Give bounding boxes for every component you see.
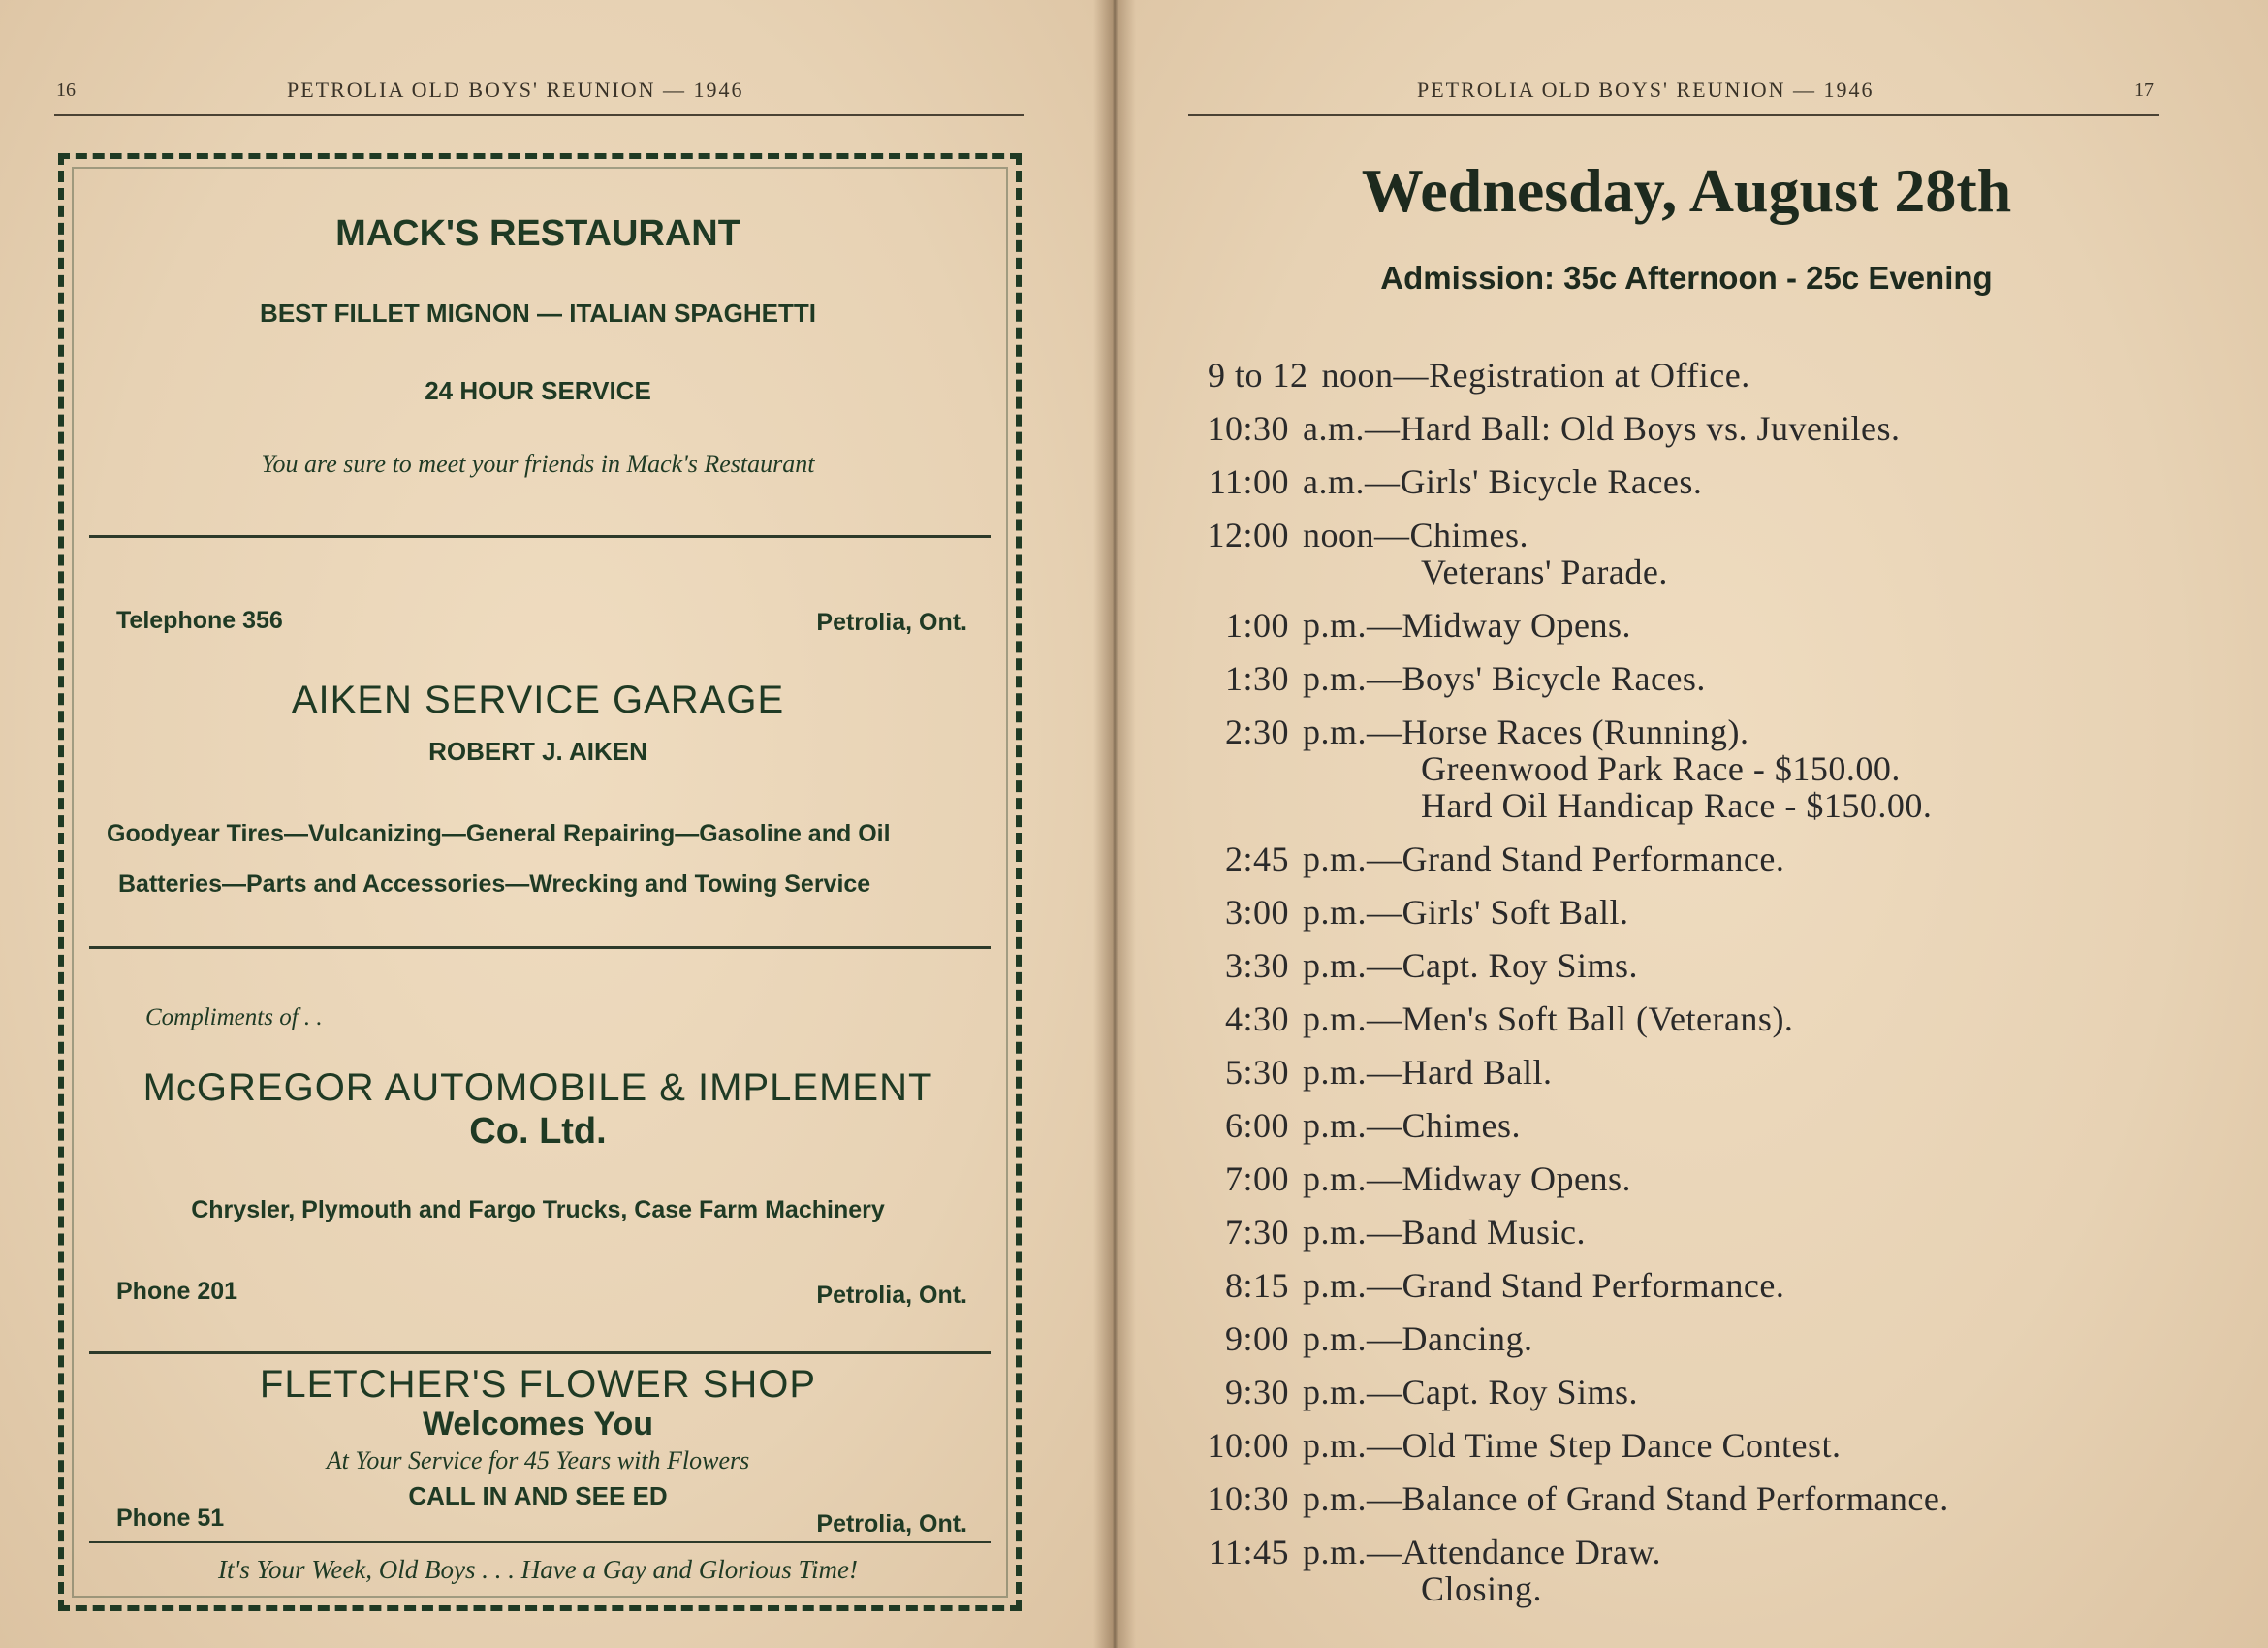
fletcher-welcome: Welcomes You <box>422 1406 654 1442</box>
schedule-day-title: Wednesday, August 28th <box>1361 156 2012 225</box>
schedule-event: Men's Soft Ball (Veterans). <box>1402 999 1794 1038</box>
schedule-dash: — <box>1374 516 1410 555</box>
schedule-period: p.m. <box>1303 1266 1368 1305</box>
schedule-entry <box>1190 355 1750 396</box>
macks-tagline: You are sure to meet your friends in Mack's Restaurant <box>261 450 815 478</box>
schedule-entry <box>1190 515 1528 555</box>
schedule-dash: — <box>1364 462 1401 501</box>
schedule-time: 10:00 <box>1207 1426 1289 1465</box>
schedule-dash: — <box>1367 1213 1402 1252</box>
mcgregor-location: Petrolia, Ont. <box>816 1282 967 1309</box>
mcgregor-compliments: Compliments of . . <box>145 1004 323 1030</box>
schedule-event: Capt. Roy Sims. <box>1402 946 1639 985</box>
schedule-event: Chimes. <box>1402 1106 1522 1145</box>
schedule-time: 8:15 <box>1224 1266 1289 1305</box>
left-page-number: 16 <box>56 79 76 101</box>
fletcher-location: Petrolia, Ont. <box>816 1510 967 1537</box>
macks-restaurant-name: MACK'S RESTAURANT <box>335 213 740 254</box>
schedule-period: p.m. <box>1303 999 1368 1038</box>
schedule-entry <box>1190 1425 1842 1466</box>
schedule-period: a.m. <box>1303 462 1365 501</box>
schedule-entry <box>1190 1372 1638 1412</box>
schedule-period: a.m. <box>1303 409 1365 448</box>
schedule-dash: — <box>1367 659 1402 698</box>
schedule-period: p.m. <box>1303 713 1368 751</box>
macks-specials: BEST FILLET MIGNON — ITALIAN SPAGHETTI <box>260 299 816 328</box>
schedule-dash: — <box>1367 946 1402 985</box>
schedule-entry <box>1190 839 1784 879</box>
schedule-event-detail: Greenwood Park Race - $150.00. <box>1421 749 1901 788</box>
schedule-event: Boys' Bicycle Races. <box>1402 659 1706 698</box>
ad-divider <box>89 535 991 538</box>
schedule-event: Horse Races (Running). <box>1402 713 1749 751</box>
fletcher-shop-name: FLETCHER'S FLOWER SHOP <box>259 1363 817 1406</box>
schedule-dash: — <box>1367 1159 1402 1198</box>
schedule-dash: — <box>1367 999 1402 1038</box>
schedule-event: Old Time Step Dance Contest. <box>1402 1426 1842 1465</box>
schedule-time: 7:00 <box>1224 1159 1289 1198</box>
schedule-dash: — <box>1367 1479 1402 1518</box>
schedule-entry <box>1190 892 1629 933</box>
fletcher-phone: Phone 51 <box>116 1505 225 1532</box>
schedule-event: Girls' Soft Ball. <box>1402 893 1629 932</box>
schedule-period: p.m. <box>1303 840 1368 878</box>
schedule-time: 5:30 <box>1224 1053 1289 1092</box>
schedule-entry <box>1190 408 1900 449</box>
schedule-period: noon <box>1321 356 1394 395</box>
schedule-entry <box>1190 945 1638 986</box>
aiken-telephone: Telephone 356 <box>116 607 283 634</box>
schedule-period: p.m. <box>1303 1533 1368 1571</box>
schedule-event-detail: Veterans' Parade. <box>1421 553 1668 591</box>
schedule-time: 1:30 <box>1224 659 1289 698</box>
aiken-garage-name: AIKEN SERVICE GARAGE <box>291 679 785 721</box>
schedule-event: Band Music. <box>1402 1213 1587 1252</box>
schedule-dash: — <box>1367 1319 1402 1358</box>
schedule-time: 2:45 <box>1224 840 1289 878</box>
schedule-entry <box>1190 658 1706 699</box>
schedule-entry <box>1190 1318 1532 1359</box>
left-running-head: PETROLIA OLD BOYS' REUNION — 1946 <box>287 78 744 102</box>
aiken-services-line-2: Batteries—Parts and Accessories—Wrecking and Towing Service <box>118 871 871 898</box>
schedule-entry <box>1190 712 1748 752</box>
mcgregor-name-line-2: Co. Ltd. <box>469 1111 607 1152</box>
macks-service: 24 HOUR SERVICE <box>425 376 651 405</box>
admission-prices: Admission: 35c Afternoon - 25c Evening <box>1380 260 1993 296</box>
fletcher-service: At Your Service for 45 Years with Flowers <box>326 1446 750 1474</box>
schedule-period: p.m. <box>1303 1373 1368 1411</box>
schedule-event: Hard Ball. <box>1402 1053 1553 1092</box>
schedule-event-detail: Hard Oil Handicap Race - $150.00. <box>1421 786 1933 825</box>
schedule-time: 10:30 <box>1207 1479 1289 1518</box>
schedule-time: 11:45 <box>1208 1533 1289 1571</box>
mcgregor-name-line-1: McGREGOR AUTOMOBILE & IMPLEMENT <box>142 1066 933 1109</box>
fletcher-call: CALL IN AND SEE ED <box>408 1481 668 1510</box>
mcgregor-products: Chrysler, Plymouth and Fargo Trucks, Case Farm Machinery <box>191 1196 885 1223</box>
schedule-time: 4:30 <box>1224 999 1289 1038</box>
schedule-dash: — <box>1393 356 1430 395</box>
aiken-owner: ROBERT J. AIKEN <box>428 737 647 766</box>
schedule-period: noon <box>1303 516 1374 555</box>
schedule-dash: — <box>1367 1266 1402 1305</box>
schedule-entry <box>1190 1532 1661 1572</box>
mcgregor-phone: Phone 201 <box>116 1278 238 1305</box>
schedule-entry <box>1190 1212 1586 1252</box>
schedule-event: Grand Stand Performance. <box>1402 1266 1785 1305</box>
schedule-entry <box>1190 605 1631 646</box>
schedule-dash: — <box>1367 713 1402 751</box>
schedule-entry <box>1190 1158 1631 1199</box>
right-page-number: 17 <box>2134 79 2154 101</box>
schedule-dash: — <box>1367 893 1402 932</box>
schedule-event: Girls' Bicycle Races. <box>1400 462 1703 501</box>
schedule-time: 7:30 <box>1224 1213 1289 1252</box>
schedule-event: Chimes. <box>1409 516 1529 555</box>
ad-divider <box>89 1351 991 1354</box>
schedule-time: 9:30 <box>1224 1373 1289 1411</box>
schedule-dash: — <box>1367 1426 1402 1465</box>
schedule-entry <box>1190 461 1702 502</box>
schedule-dash: — <box>1367 1533 1402 1571</box>
schedule-event: Balance of Grand Stand Performance. <box>1402 1479 1949 1518</box>
schedule-period: p.m. <box>1303 1319 1368 1358</box>
schedule-entry <box>1190 1478 1949 1519</box>
schedule-time: 10:30 <box>1207 409 1289 448</box>
schedule-time: 11:00 <box>1208 462 1289 501</box>
schedule-entry <box>1190 1105 1521 1146</box>
right-running-head: PETROLIA OLD BOYS' REUNION — 1946 <box>1417 78 1874 102</box>
schedule-time: 9 to 12 <box>1208 356 1308 395</box>
schedule-event: Dancing. <box>1402 1319 1533 1358</box>
ad-footer-slogan: It's Your Week, Old Boys . . . Have a Gay and Glorious Time! <box>218 1555 858 1584</box>
ad-divider <box>89 946 991 949</box>
schedule-period: p.m. <box>1303 659 1368 698</box>
schedule-time: 3:30 <box>1224 946 1289 985</box>
schedule-entry <box>1190 998 1793 1039</box>
schedule-event: Attendance Draw. <box>1402 1533 1662 1571</box>
aiken-location: Petrolia, Ont. <box>816 609 967 636</box>
schedule-dash: — <box>1367 1106 1402 1145</box>
schedule-entry <box>1190 1052 1552 1093</box>
schedule-time: 2:30 <box>1224 713 1289 751</box>
schedule-dash: — <box>1367 840 1402 878</box>
schedule-dash: — <box>1367 1053 1402 1092</box>
right-head-rule <box>1188 114 2159 116</box>
schedule-entry <box>1190 1265 1784 1306</box>
book-gutter <box>1093 0 1136 1648</box>
ad-divider <box>89 1541 991 1543</box>
schedule-time: 6:00 <box>1224 1106 1289 1145</box>
schedule-event: Capt. Roy Sims. <box>1402 1373 1639 1411</box>
schedule-period: p.m. <box>1303 946 1368 985</box>
left-head-rule <box>54 114 1024 116</box>
schedule-dash: — <box>1367 1373 1402 1411</box>
schedule-period: p.m. <box>1303 1479 1368 1518</box>
schedule-event: Midway Opens. <box>1402 606 1631 645</box>
schedule-period: p.m. <box>1303 1159 1368 1198</box>
schedule-event: Hard Ball: Old Boys vs. Juveniles. <box>1400 409 1901 448</box>
schedule-time: 3:00 <box>1224 893 1289 932</box>
schedule-period: p.m. <box>1303 1053 1368 1092</box>
schedule-period: p.m. <box>1303 893 1368 932</box>
schedule-period: p.m. <box>1303 1213 1368 1252</box>
schedule-event: Registration at Office. <box>1429 356 1750 395</box>
aiken-services-line-1: Goodyear Tires—Vulcanizing—General Repairing—Gasoline and Oil <box>107 820 891 847</box>
schedule-period: p.m. <box>1303 1106 1368 1145</box>
schedule-dash: — <box>1364 409 1401 448</box>
schedule-dash: — <box>1367 606 1402 645</box>
schedule-period: p.m. <box>1303 1426 1368 1465</box>
schedule-time: 1:00 <box>1224 606 1289 645</box>
schedule-event: Midway Opens. <box>1402 1159 1631 1198</box>
schedule-event-detail: Closing. <box>1421 1569 1543 1608</box>
schedule-period: p.m. <box>1303 606 1368 645</box>
schedule-time: 12:00 <box>1207 516 1289 555</box>
schedule-time: 9:00 <box>1224 1319 1289 1358</box>
schedule-event: Grand Stand Performance. <box>1402 840 1785 878</box>
